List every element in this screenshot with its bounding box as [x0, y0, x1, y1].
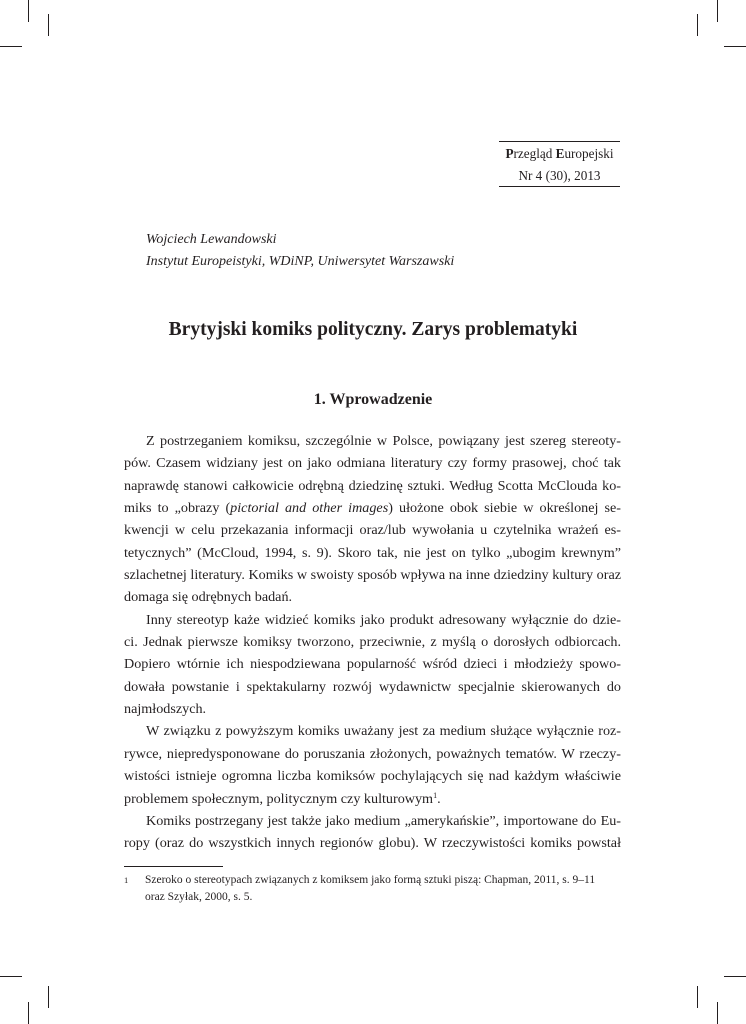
journal-header	[499, 141, 620, 187]
body-line: W związku z powyższym komiks uważany jest za medium służące wyłącznie roz-	[146, 723, 621, 740]
crop-mark	[0, 976, 22, 977]
body-line: tetycznych” (McCloud, 1994, s. 9). Skoro tak, nie jest on tylko „ubogim krewnym”	[124, 544, 621, 561]
footnote-line: oraz Szyłak, 2000, s. 5.	[145, 891, 253, 903]
body-line: kwencji w celu przekazania informacji oraz/lub wywołania u czytelnika wrażeń es-	[124, 522, 621, 539]
crop-mark	[48, 14, 49, 36]
body-text	[124, 430, 621, 855]
author-block	[146, 229, 454, 273]
section-heading: 1. Wprowadzenie	[313, 391, 433, 408]
crop-mark	[48, 986, 49, 1008]
crop-mark	[724, 976, 746, 977]
body-line: najmłodszych.	[124, 701, 207, 718]
crop-mark	[697, 986, 698, 1008]
body-line: wistości istnieje ogromna liczba komiksów pochylających się nad każdym właściwie	[124, 768, 621, 785]
body-line: dowała powstanie i spektakularny rozwój wydawnictw specjalnie skierowanych do	[124, 678, 621, 695]
author-name: Wojciech Lewandowski	[146, 232, 277, 247]
journal-issue: Nr 4 (30), 2013	[518, 168, 601, 183]
footnote-number: 1	[124, 875, 129, 885]
crop-mark	[724, 46, 746, 47]
footnote-ref: 1	[433, 790, 438, 800]
footnote-rule	[124, 866, 223, 867]
author-affiliation: Instytut Europeistyki, WDiNP, Uniwersytet Warszawski	[146, 254, 455, 269]
body-line: problemem społecznym, politycznym czy kulturowym$^1$.	[124, 790, 441, 807]
journal-name: Przegląd Europejski	[505, 146, 614, 161]
body-line: domaga się odrębnych badań.	[124, 589, 293, 606]
body-line: Z postrzeganiem komiksu, szczególnie w Polsce, powiązany jest szereg stereoty-	[146, 433, 621, 449]
body-line: ci. Jednak pierwsze komiksy tworzono, przeciwnie, z myślą o dorosłych odbiorcach.	[124, 634, 621, 651]
body-line: szlachetnej literatury. Komiks w swoisty sposób wpływa na inne dziedziny kultury oraz	[124, 567, 621, 584]
crop-mark	[28, 1002, 29, 1024]
body-line: pów. Czasem widziany jest on jako odmiana literatury czy formy prasowej, choć tak	[124, 455, 621, 472]
footnote-line: Szeroko o stereotypach związanych z komiksem jako formą sztuki piszą: Chapman, 2011, s. 9–11	[145, 874, 596, 886]
footnote-text	[145, 872, 595, 906]
article-title: Brytyjski komiks polityczny. Zarys problematyki	[168, 319, 578, 340]
crop-mark	[717, 1002, 718, 1024]
crop-mark	[697, 14, 698, 36]
body-line: rywce, niepredysponowane do poruszania złożonych, poważnych tematów. W rzeczy-	[124, 745, 621, 762]
crop-mark	[717, 0, 718, 22]
body-line: Komiks postrzegany jest także jako medium „amerykańskie”, importowane do Eu-	[146, 812, 621, 829]
crop-mark	[28, 0, 29, 22]
crop-mark	[0, 46, 22, 47]
body-line: naprawdę stanowi całkowicie odrębną dziedzinę sztuki. Według Scotta McClouda ko-	[124, 477, 621, 494]
body-line: Dopiero wtórnie ich niespodziewana popularność wśród dzieci i młodzieży spowo-	[124, 656, 621, 673]
body-line: Inny stereotyp każe widzieć komiks jako produkt adresowany wyłącznie do dzie-	[146, 611, 621, 628]
body-line: ropy (oraz do wszystkich innych regionów globu). W rzeczywistości komiks powstał	[124, 835, 621, 852]
body-line: miks to „obrazy (pictorial and other images) ułożone obok siebie w określonej se-	[124, 500, 621, 517]
